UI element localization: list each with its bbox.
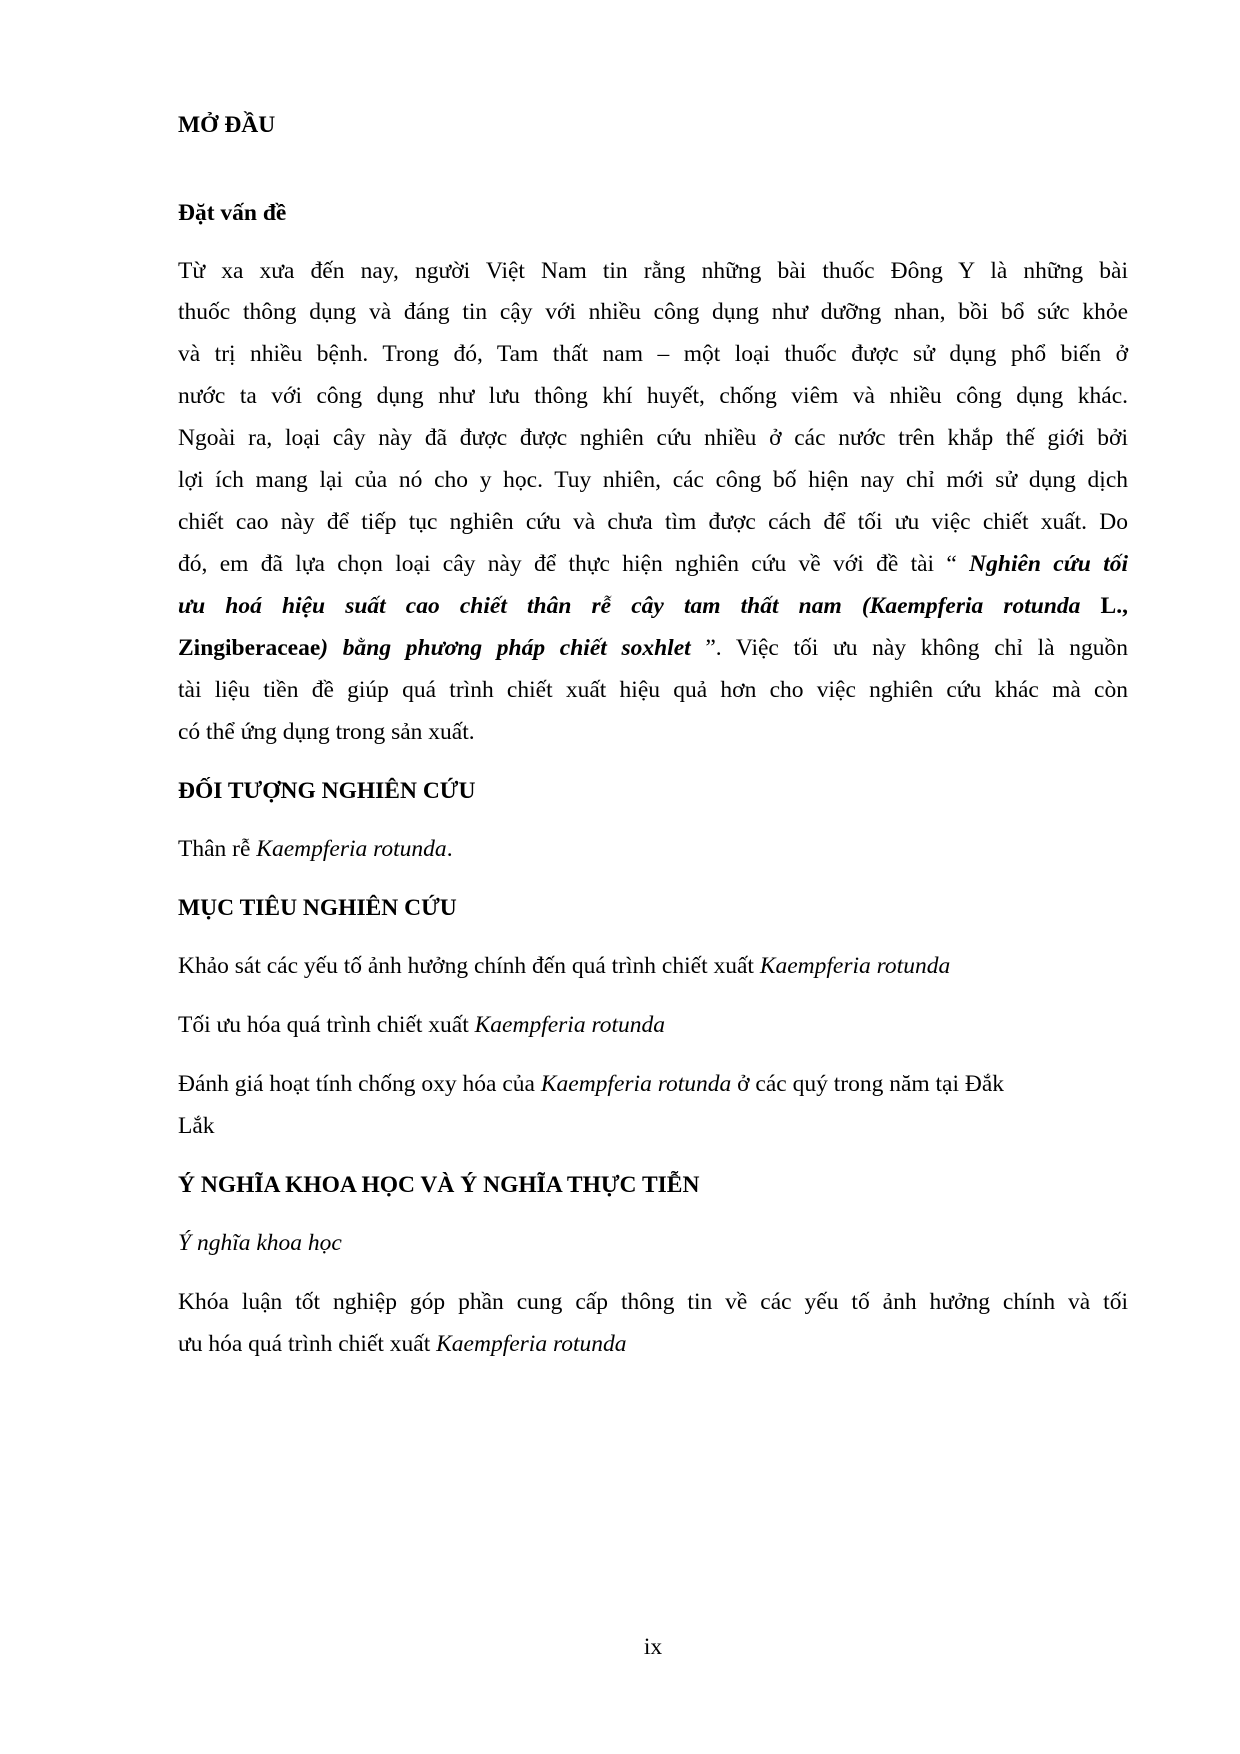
- paragraph-line: thuốc thông dụng và đáng tin cậy với nhiều công dụng như dưỡng nhan, bồi bổ sức khỏe: [178, 299, 1128, 325]
- paragraph-text: đó, em đã lựa chọn loại cây này để thực hiện nghiên cứu về với đề tài “: [178, 551, 957, 577]
- paragraph-line: chiết cao này để tiếp tục nghiên cứu và chưa tìm được cách để tối ưu việc chiết xuất. Do: [178, 509, 1128, 535]
- thesis-title-text: Zingiberaceae: [178, 635, 321, 661]
- paragraph-text: Thân rễ: [178, 836, 257, 862]
- paragraph-line: Ngoài ra, loại cây này đã được được nghiên cứu nhiều ở các nước trên khắp thế giới bởi: [178, 425, 1128, 451]
- page-number: ix: [643, 1634, 663, 1660]
- species-name: Kaempferia rotunda: [474, 1012, 666, 1038]
- paragraph-line: [178, 591, 1128, 621]
- paragraph-text: .: [446, 836, 453, 862]
- species-name: Kaempferia rotunda: [436, 1331, 627, 1357]
- document-page: [178, 0, 1128, 1754]
- paragraph-text: Đánh giá hoạt tính chống oxy hóa của: [178, 1071, 541, 1097]
- thesis-title-text: ) bằng phương pháp chiết soxhlet: [320, 635, 691, 661]
- paragraph-text: ở các quý trong năm tại Đắk: [731, 1071, 1005, 1097]
- paragraph-text: Tối ưu hóa quá trình chiết xuất: [178, 1012, 475, 1038]
- species-name: Kaempferia rotunda: [540, 1071, 732, 1097]
- section-heading-objectives: MỤC TIÊU NGHIÊN CỨU: [178, 895, 457, 921]
- subject-text: [178, 834, 1128, 864]
- thesis-title-text: L.,: [1080, 593, 1128, 619]
- paragraph-line: lợi ích mang lại của nó cho y học. Tuy nhiên, các công bố hiện nay chỉ mới sử dụng dịch: [178, 467, 1128, 493]
- thesis-title-text: ưu hoá hiệu suất cao chiết thân rễ cây tam thất nam (Kaempferia rotunda: [178, 593, 1081, 619]
- paragraph-line: nước ta với công dụng như lưu thông khí huyết, chống viêm và nhiều công dụng khác.: [178, 383, 1128, 409]
- paragraph-line: [178, 549, 1128, 579]
- objective-item: [178, 1010, 1128, 1040]
- paragraph-text: ”. Việc tối ưu này không chỉ là nguồn: [690, 635, 1128, 661]
- paragraph-line: Khóa luận tốt nghiệp góp phần cung cấp thông tin về các yếu tố ảnh hưởng chính và tối: [178, 1289, 1128, 1315]
- section-heading-subject: ĐỐI TƯỢNG NGHIÊN CỨU: [178, 778, 476, 804]
- paragraph-line: [178, 1329, 1128, 1359]
- paragraph-text: Khảo sát các yếu tố ảnh hưởng chính đến quá trình chiết xuất: [178, 953, 760, 979]
- document-title: MỞ ĐẦU: [178, 112, 276, 138]
- paragraph-line: tài liệu tiền đề giúp quá trình chiết xuất hiệu quả hơn cho việc nghiên cứu khác mà còn: [178, 677, 1128, 703]
- paragraph-text: ưu hóa quá trình chiết xuất: [178, 1331, 437, 1357]
- objective-item: [178, 1069, 1128, 1099]
- section-heading-significance: Ý NGHĨA KHOA HỌC VÀ Ý NGHĨA THỰC TIỄN: [178, 1172, 700, 1198]
- species-name: Kaempferia rotunda: [759, 953, 951, 979]
- objective-item: [178, 951, 1128, 981]
- objective-item-continuation: Lắk: [178, 1113, 215, 1139]
- thesis-title-text: Nghiên cứu tối: [956, 551, 1128, 577]
- paragraph-line: Từ xa xưa đến nay, người Việt Nam tin rằng những bài thuốc Đông Y là những bài: [178, 258, 1128, 284]
- paragraph-line: có thể ứng dụng trong sản xuất.: [178, 719, 475, 745]
- paragraph-line: [178, 633, 1128, 663]
- subheading-scientific-significance: Ý nghĩa khoa học: [178, 1230, 342, 1256]
- species-name: Kaempferia rotunda: [256, 836, 447, 862]
- section-heading-problem: Đặt vấn đề: [178, 200, 287, 226]
- paragraph-line: và trị nhiều bệnh. Trong đó, Tam thất nam – một loại thuốc được sử dụng phổ biến ở: [178, 341, 1128, 367]
